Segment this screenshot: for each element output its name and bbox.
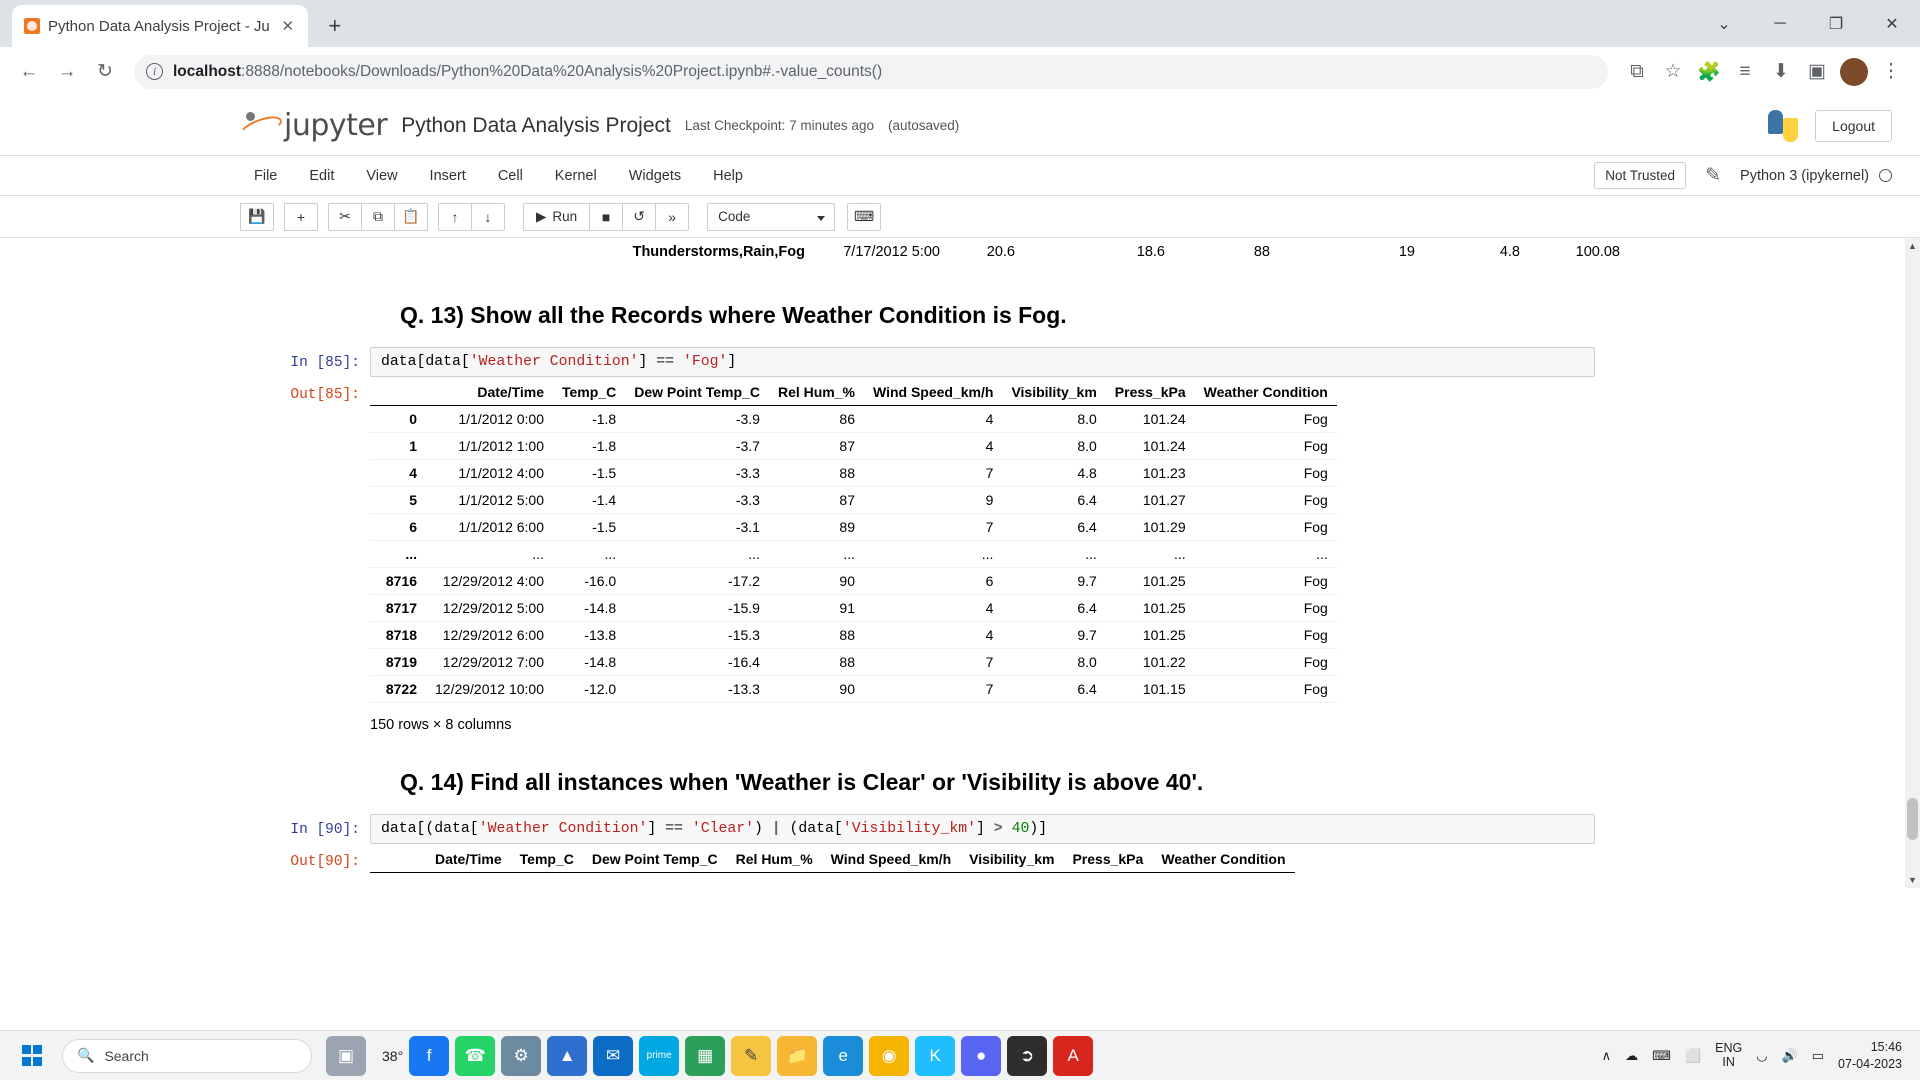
q13-heading: Q. 13) Show all the Records where Weather Condition is Fog. xyxy=(400,302,1067,328)
q14-out-prompt: Out[90]: xyxy=(290,854,360,870)
reading-list-icon[interactable]: ≡ xyxy=(1739,60,1751,82)
col-dewpoint: Dew Point Temp_C xyxy=(625,379,769,406)
q13-output-cell xyxy=(270,379,1650,733)
cell-dew: -16.4 xyxy=(728,654,760,670)
cell-temp: -1.4 xyxy=(592,492,617,508)
menu-edit[interactable]: Edit xyxy=(309,167,335,184)
cell-datetime: 1/1/2012 1:00 xyxy=(458,438,544,454)
kernel-name[interactable]: Python 3 (ipykernel) xyxy=(1740,167,1869,184)
table-row xyxy=(370,622,1337,649)
settings-icon[interactable]: ⚙ xyxy=(501,1036,541,1076)
onedrive-icon[interactable]: ☁ xyxy=(1625,1047,1639,1063)
q14-code-editor[interactable]: data[(data['Weather Condition'] == 'Clear') | (data['Visibility_km'] > 40)] xyxy=(370,814,1595,844)
q14-output-cell xyxy=(270,846,1650,873)
cell-dew: -3.7 xyxy=(735,438,760,454)
cell-temp: -1.5 xyxy=(592,519,617,535)
cell-datetime: 12/29/2012 5:00 xyxy=(442,600,544,616)
reload-icon[interactable]: ↻ xyxy=(97,61,113,82)
insert-group xyxy=(284,203,318,231)
cell-weather: Fog xyxy=(1303,681,1328,697)
row-index: ... xyxy=(405,546,417,562)
table-header-row xyxy=(370,379,1337,406)
row-index: 1 xyxy=(409,438,417,454)
jupyter-planet-icon xyxy=(240,109,280,135)
cell-press: 101.15 xyxy=(1142,681,1186,697)
chevron-down-icon[interactable]: ⌄ xyxy=(1717,15,1731,33)
col-windspeed: Wind Speed_km/h xyxy=(822,846,960,873)
copy-button[interactable]: ⧉ xyxy=(361,203,395,231)
tab-strip xyxy=(0,0,1920,47)
cell-temp: -1.8 xyxy=(592,438,617,454)
keyboard-icon[interactable]: ⌨ xyxy=(1652,1047,1671,1063)
system-tray xyxy=(1602,1039,1910,1073)
cell-vis: 8.0 xyxy=(1077,411,1097,427)
cell-temp: -1.5 xyxy=(592,465,617,481)
table-row xyxy=(370,514,1337,541)
cell-dew: 18.6 xyxy=(1136,244,1165,260)
cell-datetime: 7/17/2012 5:00 xyxy=(843,244,940,260)
run-button[interactable] xyxy=(523,203,590,231)
wifi-icon[interactable]: ◡ xyxy=(1756,1047,1768,1063)
lang-line1: ENG xyxy=(1715,1040,1743,1055)
autosave-status: (autosaved) xyxy=(887,118,960,133)
table-head xyxy=(370,846,1295,873)
menu-view[interactable]: View xyxy=(366,167,398,184)
cell-wind: ... xyxy=(981,546,994,562)
menu-file[interactable]: File xyxy=(254,167,278,184)
cell-press: 101.25 xyxy=(1142,600,1186,616)
notebook-body xyxy=(270,238,1650,873)
charts-app-icon[interactable]: ▲ xyxy=(547,1036,587,1076)
cell-wind: 7 xyxy=(985,681,994,697)
command-palette-button[interactable]: ⌨ xyxy=(847,203,881,231)
q13-out-prompt: Out[85]: xyxy=(290,387,360,403)
cell-datetime: 12/29/2012 6:00 xyxy=(442,627,544,643)
cell-wind: 7 xyxy=(985,519,994,535)
terminal-icon[interactable]: ➲ xyxy=(1007,1036,1047,1076)
cell-weather: Fog xyxy=(1303,465,1328,481)
file-edit-group xyxy=(240,203,274,231)
cell-dew: -15.9 xyxy=(728,600,760,616)
cell-dew: -17.2 xyxy=(728,573,760,589)
mail-icon[interactable]: ✉ xyxy=(593,1036,633,1076)
close-icon[interactable]: ✕ xyxy=(281,18,295,35)
url-text xyxy=(173,63,882,81)
sticky-notes-icon[interactable]: ✎ xyxy=(731,1036,771,1076)
col-datetime: Date/Time xyxy=(426,846,511,873)
display-icon[interactable]: ⬜ xyxy=(1684,1047,1702,1063)
cell-temp: -14.8 xyxy=(584,600,617,616)
weather-widget[interactable] xyxy=(382,1048,403,1064)
cell-wind: 4 xyxy=(985,627,994,643)
cell-hum: 89 xyxy=(839,519,855,535)
cell-vis: 9.7 xyxy=(1077,627,1097,643)
windows-taskbar xyxy=(0,1030,1920,1080)
table-row xyxy=(370,595,1337,622)
q14-in-prompt: In [90]: xyxy=(290,822,360,838)
menu-cell[interactable]: Cell xyxy=(497,167,523,184)
cell-press: 100.08 xyxy=(1575,244,1620,260)
col-windspeed: Wind Speed_km/h xyxy=(864,379,1002,406)
cell-hum: 91 xyxy=(839,600,855,616)
page-viewport xyxy=(0,96,1920,1030)
tab-title: Python Data Analysis Project - Ju xyxy=(48,17,270,35)
maximize-button[interactable]: ❐ xyxy=(1828,15,1844,33)
cell-vis: ... xyxy=(1085,546,1097,562)
cell-press: 101.25 xyxy=(1142,573,1186,589)
cell-vis: 8.0 xyxy=(1077,438,1097,454)
cell-weather: Fog xyxy=(1303,492,1328,508)
cell-datetime: 12/29/2012 10:00 xyxy=(435,681,544,697)
table-row-ellipsis xyxy=(370,541,1337,568)
cell-weather: Fog xyxy=(1303,411,1328,427)
cell-weather: Fog xyxy=(1303,573,1328,589)
q13-input-cell[interactable] xyxy=(270,347,1650,377)
cell-vis: 6.4 xyxy=(1077,600,1097,616)
row-index: 5 xyxy=(409,492,417,508)
row-index: 8722 xyxy=(385,681,417,697)
col-press: Press_kPa xyxy=(1106,379,1195,406)
table-row xyxy=(370,406,1337,433)
q13-shape-note: 150 rows × 8 columns xyxy=(370,717,512,733)
cell-temp: -1.8 xyxy=(592,411,617,427)
cell-datetime: ... xyxy=(532,546,544,562)
row-index: 8716 xyxy=(385,573,417,589)
pencil-icon[interactable]: ✎ xyxy=(1705,165,1721,186)
url-host: localhost xyxy=(173,62,242,80)
cell-datetime: 1/1/2012 6:00 xyxy=(458,519,544,535)
cell-type-select[interactable]: Code xyxy=(707,203,835,231)
q13-code-editor[interactable]: data[data['Weather Condition'] == 'Fog'] xyxy=(370,347,1595,377)
cell-dew: -3.1 xyxy=(735,519,760,535)
cell-hum: 90 xyxy=(839,681,855,697)
q14-output-area xyxy=(370,846,1595,873)
q14-input-cell[interactable] xyxy=(270,814,1650,844)
new-tab-button[interactable]: + xyxy=(328,13,342,38)
restart-kernel-button[interactable]: ↺ xyxy=(622,203,656,231)
q14-heading: Q. 14) Find all instances when 'Weather is Clear' or 'Visibility is above 40'. xyxy=(400,769,1204,795)
col-press: Press_kPa xyxy=(1063,846,1152,873)
cell-press: 101.27 xyxy=(1142,492,1186,508)
menu-widgets[interactable]: Widgets xyxy=(628,167,682,184)
table-row xyxy=(370,433,1337,460)
q13-in-prompt: In [85]: xyxy=(290,355,360,371)
menu-help[interactable]: Help xyxy=(713,167,743,184)
clipboard-group xyxy=(328,203,428,231)
cell-vis: 6.4 xyxy=(1077,681,1097,697)
index-header xyxy=(370,379,426,406)
cell-hum: 88 xyxy=(839,654,855,670)
cell-vis: 6.4 xyxy=(1077,492,1097,508)
cell-hum: 88 xyxy=(839,627,855,643)
logout-button[interactable]: Logout xyxy=(1815,110,1892,142)
cell-temp: -12.0 xyxy=(584,681,617,697)
table-row xyxy=(370,568,1337,595)
col-dewpoint: Dew Point Temp_C xyxy=(583,846,727,873)
scroll-up-arrow[interactable]: ▲ xyxy=(1905,238,1920,254)
battery-icon[interactable]: ▭ xyxy=(1811,1047,1825,1063)
page-scrollbar[interactable] xyxy=(1905,238,1920,888)
cell-weather: Fog xyxy=(1303,438,1328,454)
cell-hum: 86 xyxy=(839,411,855,427)
cell-press: 101.24 xyxy=(1142,411,1186,427)
index-header xyxy=(370,846,426,873)
clock[interactable] xyxy=(1838,1039,1902,1073)
taskbar-search[interactable] xyxy=(62,1039,312,1073)
cell-vis: 4.8 xyxy=(1077,465,1097,481)
python-logo-icon xyxy=(1767,110,1799,142)
jupyter-header xyxy=(0,96,1920,156)
cell-datetime: 12/29/2012 7:00 xyxy=(442,654,544,670)
volume-icon[interactable]: 🔊 xyxy=(1781,1047,1798,1063)
table-row xyxy=(370,460,1337,487)
row-index: 6 xyxy=(409,519,417,535)
cell-hum: ... xyxy=(843,546,855,562)
row-index: 8719 xyxy=(385,654,417,670)
table-body xyxy=(370,406,1337,703)
whatsapp-icon[interactable]: ☎ xyxy=(455,1036,495,1076)
adobe-acrobat-icon[interactable]: A xyxy=(1053,1036,1093,1076)
cell-hum: 88 xyxy=(1253,244,1270,260)
back-icon[interactable]: ← xyxy=(19,60,39,82)
share-icon[interactable]: ⧉ xyxy=(1630,60,1644,82)
col-visibility: Visibility_km xyxy=(960,846,1063,873)
clock-date: 07-04-2023 xyxy=(1838,1056,1902,1071)
move-group xyxy=(438,203,505,231)
cell-vis: 4.8 xyxy=(1499,244,1520,260)
cell-datetime: 1/1/2012 4:00 xyxy=(458,465,544,481)
lang-line2: IN xyxy=(1722,1054,1735,1069)
col-visibility: Visibility_km xyxy=(1002,379,1105,406)
browser-tab[interactable] xyxy=(12,5,308,47)
cell-vis: 6.4 xyxy=(1077,519,1097,535)
task-view-icon[interactable]: ▣ xyxy=(326,1036,366,1076)
cell-wind: 9 xyxy=(985,492,994,508)
q14-dataframe-table xyxy=(370,846,1295,873)
menu-kernel[interactable]: Kernel xyxy=(554,167,597,184)
paste-button[interactable]: 📋 xyxy=(394,203,428,231)
table-row xyxy=(370,487,1337,514)
play-icon: ▶ xyxy=(536,208,547,224)
insert-cell-button[interactable]: + xyxy=(284,203,318,231)
cell-dew: -3.3 xyxy=(735,492,760,508)
minimize-button[interactable]: ─ xyxy=(1774,14,1786,32)
jupyter-logo-text: jupyter xyxy=(284,108,388,143)
cell-press: ... xyxy=(1173,546,1186,562)
clock-time: 15:46 xyxy=(1870,1039,1902,1054)
menu-insert[interactable]: Insert xyxy=(429,167,466,184)
cut-button[interactable]: ✂ xyxy=(328,203,362,231)
col-weather: Weather Condition xyxy=(1152,846,1294,873)
cell-hum: 87 xyxy=(839,438,855,454)
site-info-icon[interactable]: i xyxy=(146,63,163,80)
scroll-down-arrow[interactable]: ▼ xyxy=(1905,872,1920,888)
col-weather: Weather Condition xyxy=(1195,379,1337,406)
table-head xyxy=(370,379,1337,406)
cell-wind: 4 xyxy=(985,438,994,454)
cell-hum: 88 xyxy=(839,465,855,481)
run-label: Run xyxy=(552,209,578,224)
cell-dew: ... xyxy=(748,546,760,562)
trust-status-badge[interactable]: Not Trusted xyxy=(1594,162,1686,189)
jupyter-toolbar xyxy=(0,196,1920,238)
cell-dew: -13.3 xyxy=(728,681,760,697)
row-index: 8718 xyxy=(385,627,417,643)
toolbar-extensions xyxy=(1620,55,1908,89)
menubar-right xyxy=(1594,159,1892,193)
cell-datetime: 1/1/2012 5:00 xyxy=(458,492,544,508)
q13-output-area xyxy=(370,379,1595,733)
table-row xyxy=(370,676,1337,703)
run-group xyxy=(523,203,689,231)
restart-run-all-button[interactable]: » xyxy=(655,203,689,231)
move-cell-up-button[interactable]: ↑ xyxy=(438,203,472,231)
sidebar-icon[interactable]: ▣ xyxy=(1808,61,1826,82)
col-temp: Temp_C xyxy=(511,846,583,873)
window-controls xyxy=(1696,0,1920,47)
row-index: 8717 xyxy=(385,600,417,616)
facebook-icon[interactable]: f xyxy=(409,1036,449,1076)
cell-weather: Fog xyxy=(1303,627,1328,643)
start-button[interactable] xyxy=(10,1034,54,1078)
address-bar[interactable] xyxy=(134,55,1608,89)
cell-temp: 20.6 xyxy=(986,244,1015,260)
cell-dew: -15.3 xyxy=(728,627,760,643)
row-index: 4 xyxy=(409,465,417,481)
col-relhum: Rel Hum_% xyxy=(727,846,822,873)
cell-wind: 6 xyxy=(985,573,994,589)
notebook-title[interactable]: Python Data Analysis Project xyxy=(401,113,671,137)
cell-dew: -3.3 xyxy=(735,465,760,481)
jupyter-logo[interactable] xyxy=(240,108,387,143)
cell-temp: -13.8 xyxy=(584,627,617,643)
scrollbar-thumb[interactable] xyxy=(1907,798,1918,840)
q13-dataframe-table xyxy=(370,379,1337,703)
cell-weather: Fog xyxy=(1303,654,1328,670)
language-indicator[interactable] xyxy=(1715,1042,1742,1070)
kernel-idle-icon xyxy=(1879,169,1892,182)
weather-temp: 38° xyxy=(382,1047,404,1064)
cell-press: 101.25 xyxy=(1142,627,1186,643)
cell-datetime: 12/29/2012 4:00 xyxy=(442,573,544,589)
taskbar-apps xyxy=(326,1036,1093,1076)
google-chrome-icon[interactable]: ◉ xyxy=(869,1036,909,1076)
cell-weather: Fog xyxy=(1303,519,1328,535)
cell-wind: 7 xyxy=(985,465,994,481)
bookmark-star-icon[interactable]: ☆ xyxy=(1664,61,1682,82)
extensions-puzzle-icon[interactable]: 🧩 xyxy=(1697,61,1721,83)
notebook-scroll-area[interactable] xyxy=(0,238,1920,888)
cell-vis: 9.7 xyxy=(1077,573,1097,589)
table-header-row xyxy=(370,846,1295,873)
file-explorer-icon[interactable]: 📁 xyxy=(777,1036,817,1076)
microsoft-edge-icon[interactable]: e xyxy=(823,1036,863,1076)
cell-temp: ... xyxy=(604,546,617,562)
last-checkpoint: Last Checkpoint: 7 minutes ago xyxy=(684,118,874,133)
cell-hum: 90 xyxy=(839,573,855,589)
table-row xyxy=(370,649,1337,676)
col-temp: Temp_C xyxy=(553,379,625,406)
jupyter-menubar xyxy=(0,156,1920,196)
avatar[interactable] xyxy=(1840,58,1868,86)
cell-wind: 4 xyxy=(985,600,994,616)
downloads-icon[interactable]: ⬇ xyxy=(1773,61,1789,82)
cell-press: 101.23 xyxy=(1142,465,1186,481)
browser-menu-icon[interactable]: ⋮ xyxy=(1881,61,1901,82)
calendar-icon[interactable]: ▦ xyxy=(685,1036,725,1076)
kaggle-icon[interactable]: K xyxy=(915,1036,955,1076)
cell-dew: -3.9 xyxy=(735,411,760,427)
window-close-button[interactable]: ✕ xyxy=(1885,15,1899,33)
cell-temp: -16.0 xyxy=(584,573,617,589)
col-datetime: Date/Time xyxy=(426,379,553,406)
cell-press: 101.29 xyxy=(1142,519,1186,535)
cell-weather: Thunderstorms,Rain,Fog xyxy=(632,244,805,260)
discord-icon[interactable]: ● xyxy=(961,1036,1001,1076)
cell-wind: 7 xyxy=(985,654,994,670)
cell-press: 101.24 xyxy=(1142,438,1186,454)
search-icon: 🔍 xyxy=(77,1047,95,1063)
cell-temp: -14.8 xyxy=(584,654,617,670)
save-button[interactable]: 💾 xyxy=(240,203,274,231)
header-right xyxy=(1767,110,1892,142)
previous-output-row xyxy=(270,238,1650,266)
cell-wind: 19 xyxy=(1398,244,1415,260)
interrupt-kernel-button[interactable]: ■ xyxy=(589,203,623,231)
cell-hum: 87 xyxy=(839,492,855,508)
windows-logo-icon xyxy=(22,1045,43,1066)
forward-icon[interactable]: → xyxy=(57,60,77,82)
cell-weather: Fog xyxy=(1303,600,1328,616)
cell-wind: 4 xyxy=(985,411,994,427)
tray-chevron-icon[interactable]: ∧ xyxy=(1601,1047,1612,1063)
move-cell-down-button[interactable]: ↓ xyxy=(471,203,505,231)
col-relhum: Rel Hum_% xyxy=(769,379,864,406)
cell-press: 101.22 xyxy=(1142,654,1186,670)
cell-weather: ... xyxy=(1316,546,1328,562)
cell-vis: 8.0 xyxy=(1077,654,1097,670)
browser-toolbar xyxy=(0,47,1920,96)
jupyter-favicon xyxy=(24,18,40,34)
url-path: :8888/notebooks/Downloads/Python%20Data%20Analysis%20Project.ipynb#.-value_counts() xyxy=(241,62,883,80)
search-placeholder: Search xyxy=(104,1047,149,1064)
prime-video-icon[interactable]: prime xyxy=(639,1036,679,1076)
cell-datetime: 1/1/2012 0:00 xyxy=(458,411,544,427)
row-index: 0 xyxy=(409,411,417,427)
